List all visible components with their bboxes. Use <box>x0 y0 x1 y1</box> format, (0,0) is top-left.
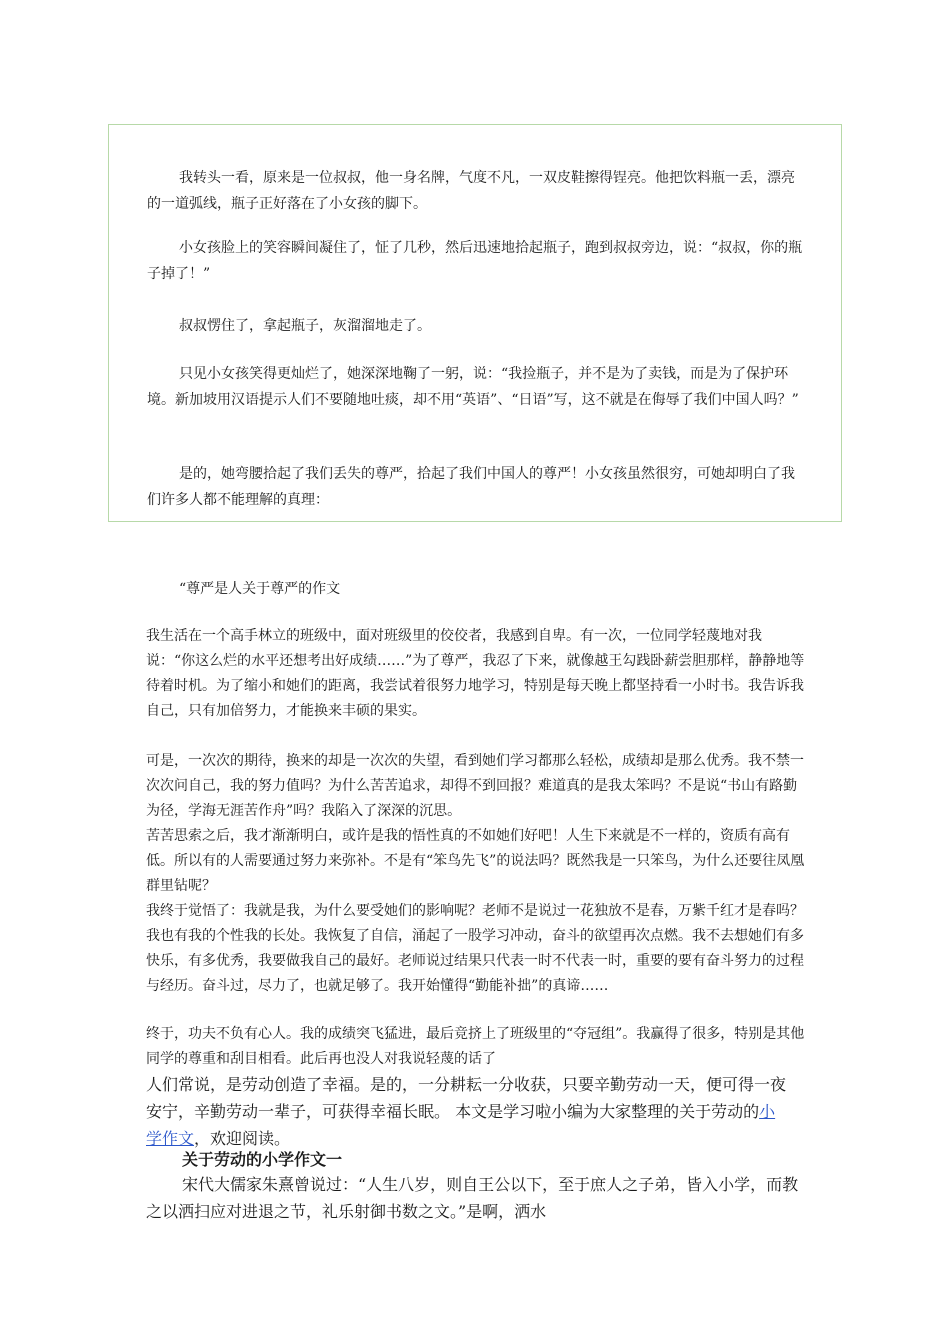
essay-paragraph: 我终于觉悟了：我就是我，为什么要受她们的影响呢？老师不是说过一花独放不是春，万紫千红才是春吗？我也有我的个性我的长处。我恢复了自信，涌起了一股学习冲动，奋斗的欲望再次点燃。我不去想她们有多快乐，有多优秀，我要做我自己的最好。老师说过结果只代表一时不代表一时，重要的要有奋斗努力的过程与经历。奋斗过，尽力了，也就足够了。我开始懂得“勤能补拙”的真谛…… <box>146 903 804 994</box>
excerpt-paragraph: 叔叔愣住了，拿起瓶子，灰溜溜地走了。 <box>179 318 431 334</box>
excerpt-paragraph: 是的，她弯腰拾起了我们丢失的尊严，拾起了我们中国人的尊严！小女孩虽然很穷，可她却明白了我们许多人都不能理解的真理： <box>147 466 795 508</box>
labor-intro <box>146 1071 791 1152</box>
excerpt-paragraph: 小女孩脸上的笑容瞬间凝住了，怔了几秒，然后迅速地拾起瓶子，跑到叔叔旁边，说：“叔叔，你的瓶子掉了！” <box>147 240 803 282</box>
labor-intro-tail: ，欢迎阅读。 <box>194 1129 291 1148</box>
excerpt-paragraph: 只见小女孩笑得更灿烂了，她深深地鞠了一躬，说：“我捡瓶子，并不是为了卖钱，而是为了保护环境。新加坡用汉语提示人们不要随地吐痰，却不用“英语”、“日语”写，这不就是在侮辱了我们中国人吗？” <box>147 366 799 408</box>
essay-title: “尊严是人关于尊严的作文 <box>179 581 341 597</box>
primary-essay-link[interactable]: 小学作文 <box>146 1102 776 1148</box>
labor-paragraph: 宋代大儒家朱熹曾说过：“人生八岁，则自王公以下，至于庶人之子弟，皆入小学，而教之以洒扫应对进退之节，礼乐射御书数之文。”是啊，洒水 <box>146 1175 799 1221</box>
essay-paragraph: 苦苦思索之后，我才渐渐明白，或许是我的悟性真的不如她们好吧！人生下来就是不一样的，资质有高有低。所以有的人需要通过努力来弥补。不是有“笨鸟先飞”的说法吗？既然我是一只笨鸟，为什么还要往凤凰群里钻呢？ <box>146 828 805 894</box>
excerpt-paragraph: 我转头一看，原来是一位叔叔，他一身名牌，气度不凡，一双皮鞋擦得锃亮。他把饮料瓶一丢，漂亮的一道弧线，瓶子正好落在了小女孩的脚下。 <box>147 170 795 212</box>
essay-paragraph: 终于，功夫不负有心人。我的成绩突飞猛进，最后竞挤上了班级里的“夺冠组”。我赢得了很多，特别是其他同学的尊重和刮目相看。此后再也没人对我说轻蔑的话了 <box>146 1026 805 1067</box>
essay-paragraph: 我生活在一个高手林立的班级中，面对班级里的佼佼者，我感到自卑。有一次，一位同学轻蔑地对我说：“你这么烂的水平还想考出好成绩……”为了尊严，我忍了下来，就像越王勾践卧薪尝胆那样，静静地等待着时机。为了缩小和她们的距离，我尝试着很努力地学习，特别是每天晚上都坚持看一小时书。我告诉我自己，只有加倍努力，才能换来丰硕的果实。 <box>146 628 805 719</box>
essay-paragraph: 可是，一次次的期待，换来的却是一次次的失望，看到她们学习都那么轻松，成绩却是那么优秀。我不禁一次次问自己，我的努力值吗？为什么苦苦追求，却得不到回报？难道真的是我太笨吗？不是说“书山有路勤为径，学海无涯苦作舟”吗？我陷入了深深的沉思。 <box>146 753 804 819</box>
section-heading: 关于劳动的小学作文一 <box>182 1150 343 1169</box>
quoted-excerpt-box <box>108 124 842 522</box>
labor-intro-text: 人们常说，是劳动创造了幸福。是的，一分耕耘一分收获，只要辛勤劳动一天，便可得一夜安宁，辛勤劳动一辈子，可获得幸福长眠。 本文是学习啦小编为大家整理的关于劳动的 <box>146 1075 787 1121</box>
